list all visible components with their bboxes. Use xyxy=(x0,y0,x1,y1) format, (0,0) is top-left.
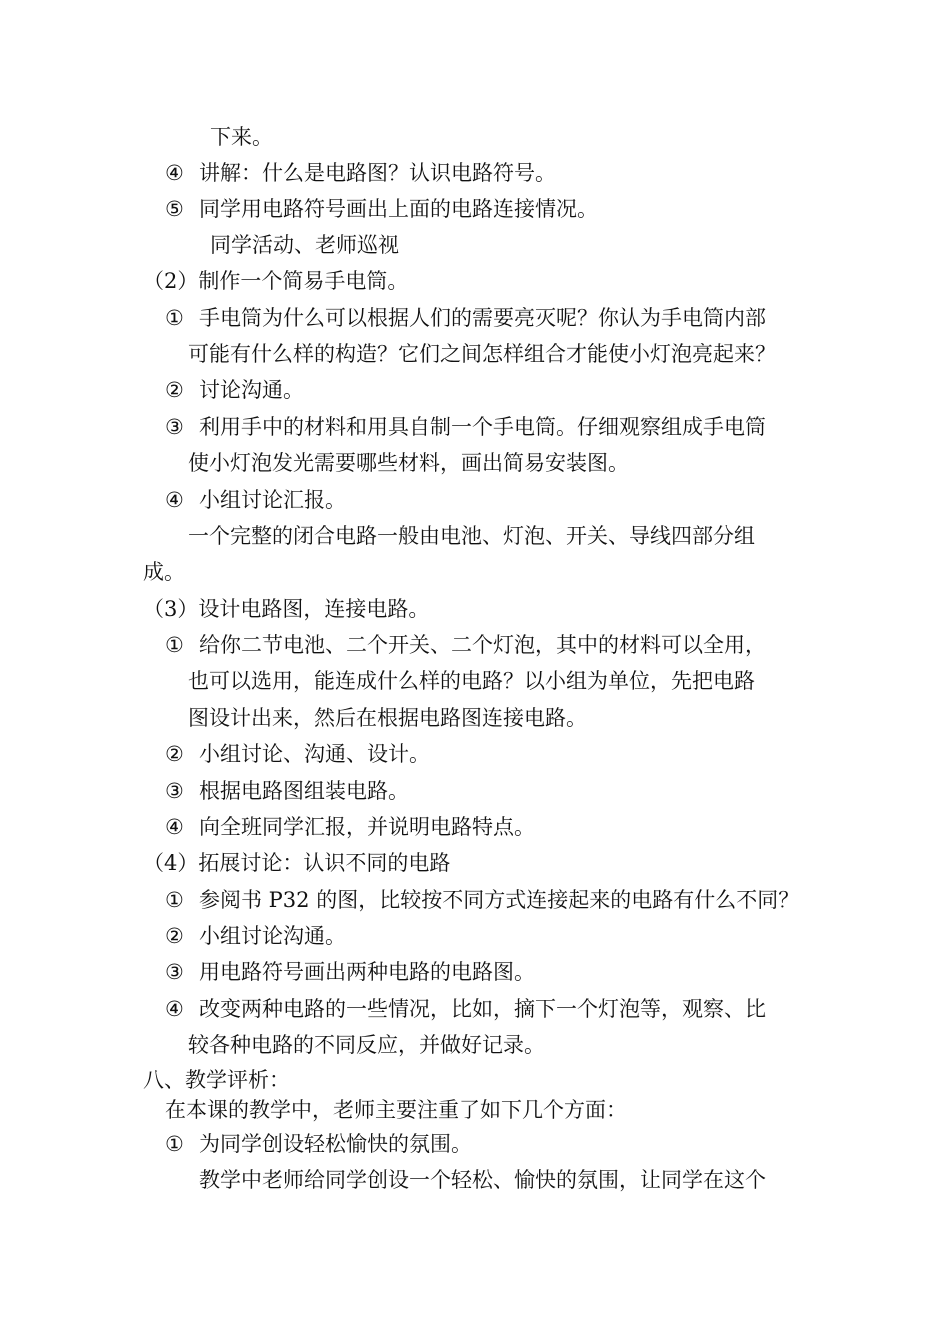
text-line: 较各种电路的不同反应，并做好记录。 xyxy=(188,1033,545,1057)
list-item-text: 用电路符号画出两种电路的电路图。 xyxy=(199,960,535,984)
list-number: ⑤ xyxy=(165,197,184,221)
list-item xyxy=(165,376,304,404)
section-heading: （4）拓展讨论：认识不同的电路 xyxy=(143,851,451,875)
list-number: ① xyxy=(165,1132,184,1156)
list-item xyxy=(165,159,556,187)
list-item-text: 小组讨论汇报。 xyxy=(199,488,346,512)
list-number: ③ xyxy=(165,779,184,803)
list-item-text: 小组讨论、沟通、设计。 xyxy=(199,742,430,766)
list-item-text: 小组讨论沟通。 xyxy=(199,924,346,948)
text-line: 可能有什么样的构造？它们之间怎样组合才能使小灯泡亮起来？ xyxy=(188,342,776,366)
list-item xyxy=(165,922,346,950)
list-number: ③ xyxy=(165,415,184,439)
text-line: 图设计出来，然后在根据电路图连接电路。 xyxy=(188,706,587,730)
text-line: 同学活动、老师巡视 xyxy=(210,233,399,257)
list-item-text: 手电筒为什么可以根据人们的需要亮灭呢？你认为手电筒内部 xyxy=(199,306,766,330)
list-item xyxy=(165,631,766,659)
list-number: ① xyxy=(165,633,184,657)
list-number: ④ xyxy=(165,488,184,512)
text-line: 也可以选用，能连成什么样的电路？以小组为单位，先把电路 xyxy=(188,669,755,693)
section-heading: （3）设计电路图，连接电路。 xyxy=(143,597,430,621)
section-heading: （2）制作一个简易手电筒。 xyxy=(143,269,409,293)
list-item xyxy=(165,958,535,986)
list-item xyxy=(165,886,799,914)
list-number: ① xyxy=(165,888,184,912)
list-item xyxy=(165,995,766,1023)
list-item xyxy=(165,304,766,332)
list-item xyxy=(165,813,535,841)
list-item xyxy=(165,740,430,768)
list-item-text: 给你二节电池、二个开关、二个灯泡，其中的材料可以全用， xyxy=(199,633,766,657)
list-item-text: 同学用电路符号画出上面的电路连接情况。 xyxy=(199,197,598,221)
list-item-text: 讲解：什么是电路图？认识电路符号。 xyxy=(199,161,556,185)
list-item-text: 为同学创设轻松愉快的氛围。 xyxy=(199,1132,472,1156)
list-number: ② xyxy=(165,924,184,948)
text-line: 教学中老师给同学创设一个轻松、愉快的氛围，让同学在这个 xyxy=(199,1168,766,1192)
list-item xyxy=(165,1130,472,1158)
list-item-text: 改变两种电路的一些情况，比如，摘下一个灯泡等，观察、比 xyxy=(199,997,766,1021)
text-line: 使小灯泡发光需要哪些材料，画出简易安装图。 xyxy=(188,451,629,475)
text-line: 一个完整的闭合电路一般由电池、灯泡、开关、导线四部分组 xyxy=(188,524,755,548)
list-item xyxy=(165,777,409,805)
list-item-text: 根据电路图组装电路。 xyxy=(199,779,409,803)
section-heading: 八、教学评析： xyxy=(143,1068,290,1092)
list-number: ④ xyxy=(165,997,184,1021)
list-item xyxy=(165,413,766,441)
list-item-text: 参阅书 P32 的图，比较按不同方式连接起来的电路有什么不同？ xyxy=(199,888,800,912)
list-item xyxy=(165,486,346,514)
text-line: 成。 xyxy=(143,560,185,584)
list-number: ③ xyxy=(165,960,184,984)
text-line: 下来。 xyxy=(210,125,273,149)
list-item-text: 利用手中的材料和用具自制一个手电筒。仔细观察组成手电筒 xyxy=(199,415,766,439)
list-number: ④ xyxy=(165,161,184,185)
list-number: ② xyxy=(165,742,184,766)
list-number: ① xyxy=(165,306,184,330)
list-item xyxy=(165,195,598,223)
list-item-text: 向全班同学汇报，并说明电路特点。 xyxy=(199,815,535,839)
list-number: ② xyxy=(165,378,184,402)
text-line: 在本课的教学中，老师主要注重了如下几个方面： xyxy=(165,1098,627,1122)
list-item-text: 讨论沟通。 xyxy=(199,378,304,402)
list-number: ④ xyxy=(165,815,184,839)
